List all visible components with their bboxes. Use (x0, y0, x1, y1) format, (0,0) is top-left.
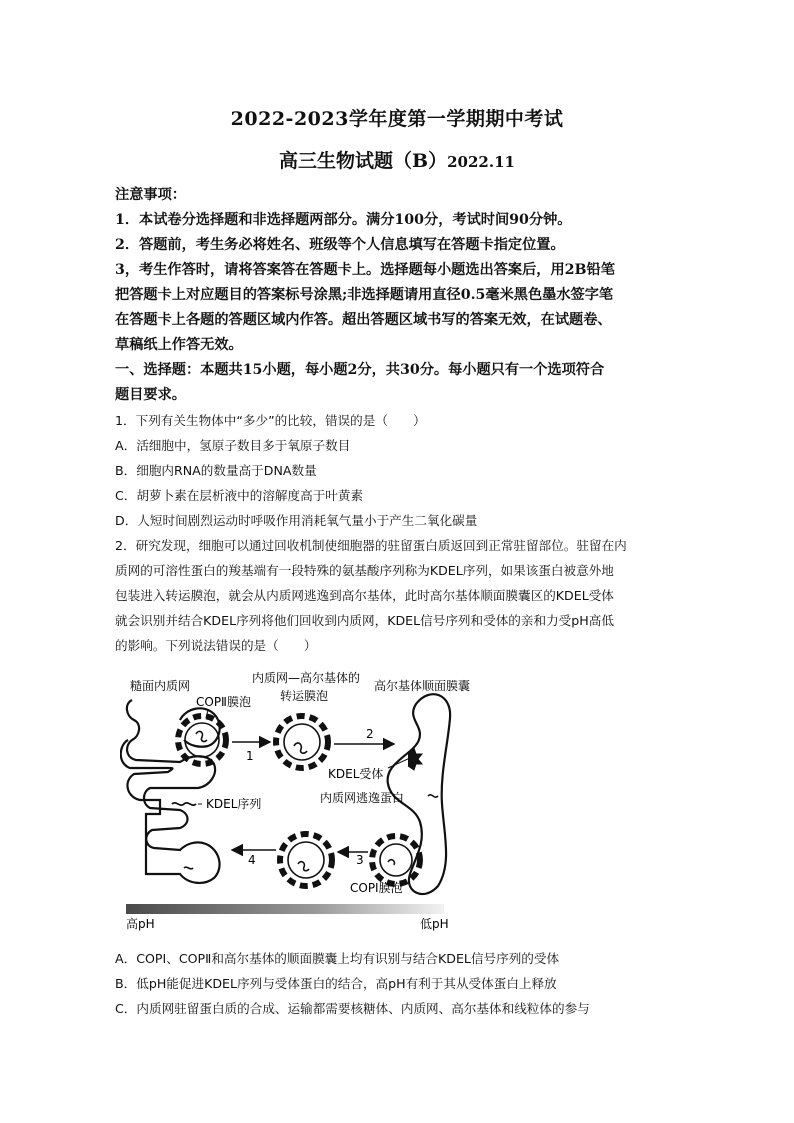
label-transport-1: 内质网—高尔基体的 (252, 671, 361, 685)
label-step-4: 4 (248, 853, 256, 867)
label-low-ph: 低pH (420, 917, 449, 931)
label-step-1: 1 (246, 749, 254, 763)
question-2-stem-line: 包装进入转运膜泡，就会从内质网逃逸到高尔基体，此时高尔基体顺面膜囊区的KDEL受体 (115, 588, 614, 603)
note-item: 2．答题前，考生务必将姓名、班级等个人信息填写在答题卡指定位置。 (115, 237, 565, 253)
question-2-stem-line: 的影响。下列说法错误的是（ ） (115, 638, 317, 653)
vesicle-cargo (294, 743, 307, 753)
question-2-stem-line: 2．研究发现，细胞可以通过回收机制使细胞器的驻留蛋白质返回到正常驻留部位。驻留在内 (115, 538, 627, 553)
question-2-option-b: B．低pH能促进KDEL序列与受体蛋白的结合，高pH有利于其从受体蛋白上释放 (115, 976, 557, 991)
notes-heading: 注意事项： (115, 187, 186, 203)
kdel-sequence-cargo (184, 867, 193, 869)
er-cargo (196, 731, 207, 741)
label-step-3: 3 (356, 853, 364, 867)
label-copi: COPⅠ膜泡 (350, 881, 403, 895)
exam-date: 2022.11 (447, 153, 515, 171)
question-1-option-c: C．胡萝卜素在层析液中的溶解度高于叶黄素 (115, 488, 364, 503)
note-item: 在答题卡上各题的答题区域内作答。超出答题区域书写的答案无效，在试题卷、 (115, 312, 612, 328)
note-item: 把答题卡上对应题目的答案标号涂黑;非选择题请用直径0.5毫米黑色墨水签字笔 (115, 287, 614, 303)
exam-subtitle (0, 146, 794, 173)
note-item: 3，考生作答时，请将答案答在答题卡上。选择题每小题选出答案后，用2B铅笔 (115, 262, 615, 278)
returning-vesicle-cargo (298, 862, 309, 871)
question-1-option-d: D．人短时间剧烈运动时呼吸作用消耗氧气量小于产生二氧化碳量 (115, 513, 478, 528)
subject-title: 高三生物试题（B） (279, 150, 448, 172)
label-copii: COPⅡ膜泡 (196, 695, 251, 709)
question-1-option-b: B．细胞内RNA的数量高于DNA数量 (115, 463, 317, 478)
label-rough-er: 糙面内质网 (130, 679, 191, 693)
question-2-option-a: A．COPⅠ、COPⅡ和高尔基体的顺面膜囊上均有识别与结合KDEL信号序列的受体 (115, 951, 560, 966)
kdel-sequence-cargo (172, 803, 196, 805)
copi-vesicle-cargo (388, 860, 394, 865)
note-item: 草稿纸上作答无效。 (115, 337, 243, 353)
exam-title: 2022-2023学年度第一学期期中考试 (230, 108, 564, 130)
note-item: 1．本试卷分选择题和非选择题两部分。满分100分，考试时间90分钟。 (115, 212, 572, 228)
question-2-option-c: C．内质网驻留蛋白质的合成、运输都需要核糖体、内质网、高尔基体和线粒体的参与 (115, 1001, 590, 1016)
question-2-stem-line: 就会识别并结合KDEL序列将他们回收到内质网，KDEL信号序列和受体的亲和力受pH高低 (115, 613, 614, 628)
label-transport-2: 转运膜泡 (280, 689, 329, 703)
question-2-stem-line: 质网的可溶性蛋白的羧基端有一段特殊的氨基酸序列称为KDEL序列，如果该蛋白被意外地 (115, 563, 614, 578)
rough-er-membrane (121, 700, 220, 883)
copi-vesicle-membrane (380, 844, 412, 876)
section-heading: 一、选择题：本题共15小题，每小题2分，共30分。每小题只有一个选项符合 (115, 362, 605, 378)
kdel-retrieval-diagram (120, 664, 500, 934)
transport-vesicle-membrane (284, 724, 320, 760)
label-step-2: 2 (366, 727, 374, 741)
question-1-stem: 1．下列有关生物体中“多少”的比较，错误的是（ ） (115, 413, 426, 428)
question-1-option-a: A．活细胞中，氢原子数目多于氧原子数目 (115, 438, 351, 453)
label-golgi: 高尔基体顺面膜囊 (374, 679, 471, 693)
escape-protein (428, 795, 438, 797)
label-escape: 内质网逃逸蛋白 (320, 791, 405, 805)
kdel-receptor (408, 748, 422, 770)
label-kdel-seq: KDEL序列 (206, 797, 262, 811)
ph-gradient-bar (126, 904, 444, 914)
label-high-ph: 高pH (126, 917, 155, 931)
section-heading-cont: 题目要求。 (115, 387, 186, 403)
label-kdel-receptor: KDEL受体 (328, 767, 384, 781)
returning-vesicle-membrane (288, 842, 324, 878)
